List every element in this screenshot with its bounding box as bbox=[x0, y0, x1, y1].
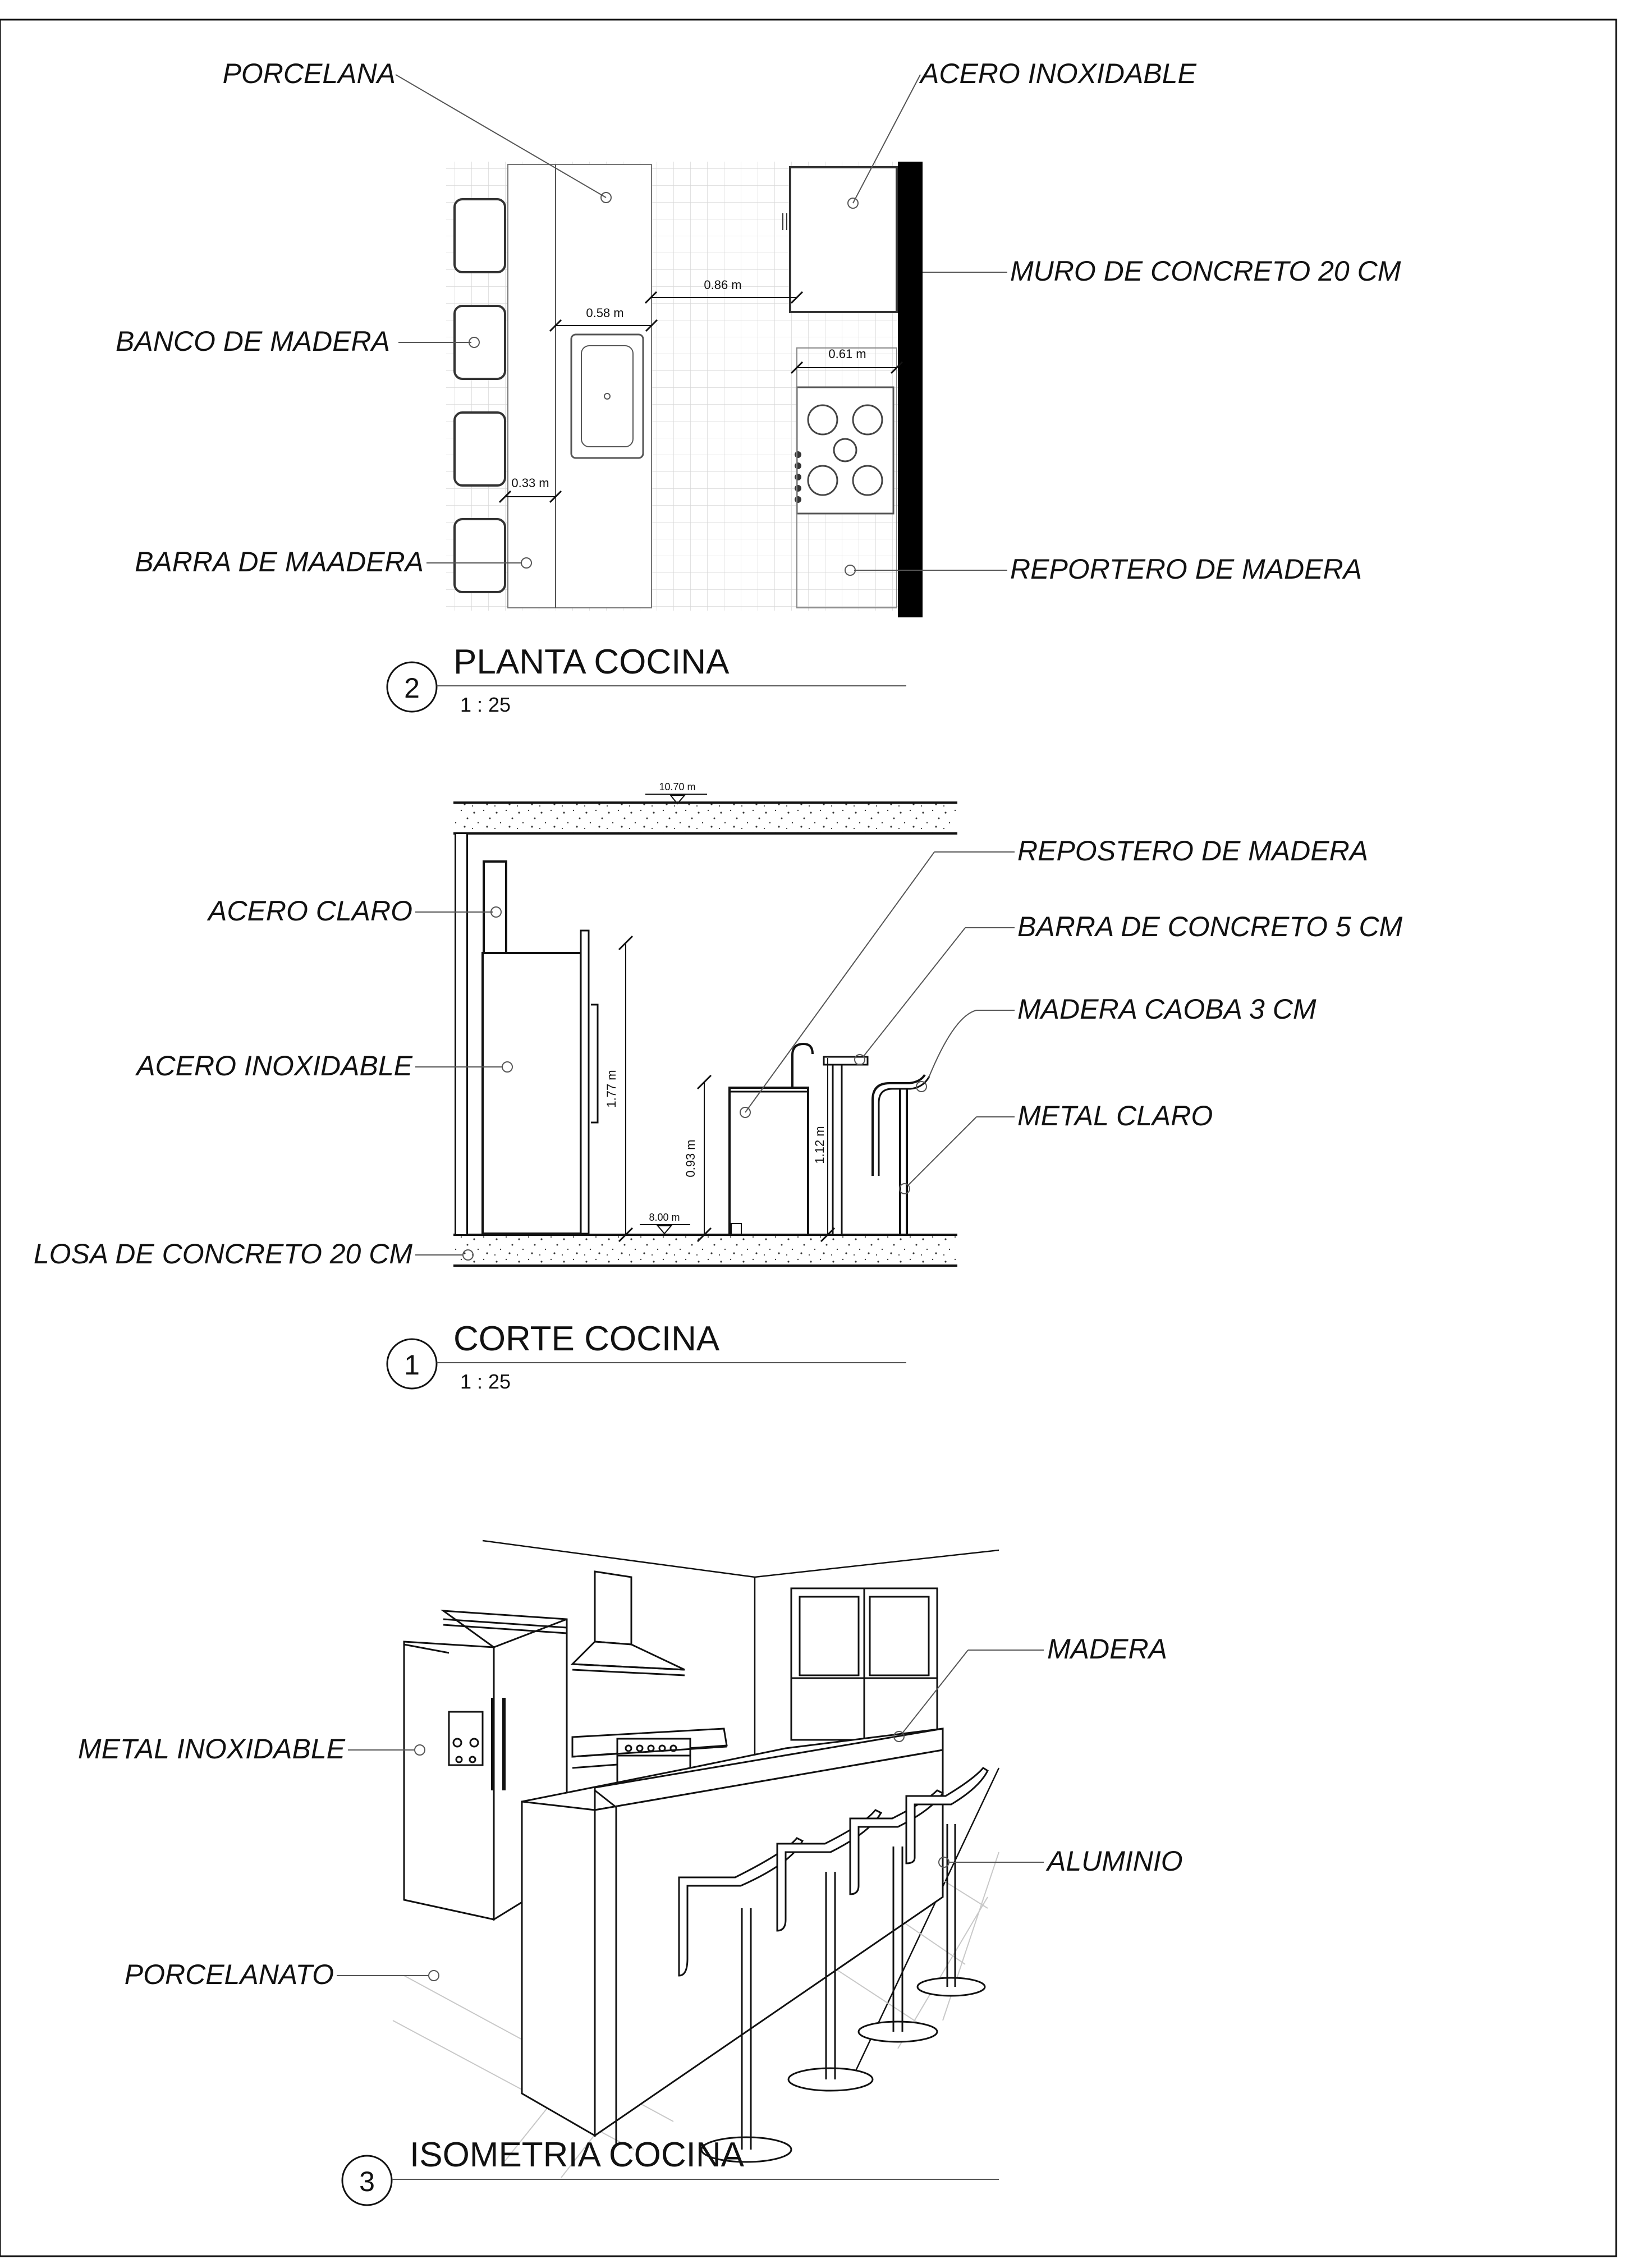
concrete-wall bbox=[898, 162, 923, 617]
dim-1.12: 1.12 m bbox=[813, 1126, 827, 1164]
dim-1.77: 1.77 m bbox=[604, 1070, 618, 1108]
hood-section bbox=[484, 862, 506, 954]
label-barra-madera: BARRA DE MAADERA bbox=[135, 546, 424, 578]
fridge-plan bbox=[790, 167, 897, 312]
plan-scale: 1 : 25 bbox=[460, 693, 511, 716]
dim-0.33: 0.33 m bbox=[511, 476, 549, 490]
level-floor: 8.00 m bbox=[649, 1212, 680, 1223]
island-iso bbox=[522, 1729, 943, 2144]
ceiling-slab bbox=[453, 803, 957, 833]
label-madera: MADERA bbox=[1047, 1633, 1167, 1665]
label-acero-inoxidable: ACERO INOXIDABLE bbox=[920, 58, 1196, 89]
iso-number: 3 bbox=[359, 2166, 375, 2197]
faucet-section bbox=[792, 1044, 813, 1088]
label-muro-concreto: MURO DE CONCRETO 20 CM bbox=[1010, 255, 1401, 287]
label-madera-caoba: MADERA CAOBA 3 CM bbox=[1017, 993, 1317, 1025]
label-reportero-madera: REPORTERO DE MADERA bbox=[1010, 553, 1362, 585]
stove-plan bbox=[795, 387, 893, 514]
label-losa-concreto: LOSA DE CONCRETO 20 CM bbox=[33, 1238, 412, 1270]
bar-support-section bbox=[833, 1065, 842, 1235]
label-porcelana: PORCELANA bbox=[222, 58, 396, 89]
label-aluminio: ALUMINIO bbox=[1047, 1845, 1183, 1877]
plan-title: PLANTA COCINA bbox=[453, 643, 730, 681]
plan-number: 2 bbox=[404, 672, 420, 704]
label-porcelanato: PORCELANATO bbox=[124, 1959, 334, 1990]
section-scale: 1 : 25 bbox=[460, 1370, 511, 1393]
hood-iso bbox=[572, 1571, 685, 1675]
label-metal-claro: METAL CLARO bbox=[1017, 1100, 1213, 1131]
iso-title: ISOMETRIA COCINA bbox=[410, 2136, 744, 2174]
kitchen-section bbox=[34, 781, 1403, 1393]
dim-0.61: 0.61 m bbox=[828, 347, 866, 361]
bar-top-section bbox=[824, 1057, 868, 1065]
label-banco-madera: BANCO DE MADERA bbox=[116, 326, 390, 357]
label-acero-claro: ACERO CLARO bbox=[208, 895, 412, 927]
dim-0.86: 0.86 m bbox=[704, 278, 742, 292]
floor-slab bbox=[453, 1235, 957, 1266]
label-repostero-madera: REPOSTERO DE MADERA bbox=[1017, 835, 1369, 867]
sink bbox=[571, 335, 643, 458]
dim-0.58: 0.58 m bbox=[586, 306, 624, 320]
label-barra-concreto: BARRA DE CONCRETO 5 CM bbox=[1017, 911, 1403, 942]
dim-0.93: 0.93 m bbox=[684, 1139, 698, 1177]
fridge-section bbox=[483, 953, 581, 1234]
kitchen-plan bbox=[116, 58, 1401, 716]
label-acero-inoxidable-section: ACERO INOXIDABLE bbox=[136, 1050, 412, 1082]
label-metal-inoxidable: METAL INOXIDABLE bbox=[77, 1733, 345, 1765]
section-title: CORTE COCINA bbox=[453, 1319, 720, 1358]
level-top: 10.70 m bbox=[659, 781, 696, 792]
kitchen-isometric bbox=[78, 1541, 1183, 2205]
section-number: 1 bbox=[404, 1349, 420, 1381]
